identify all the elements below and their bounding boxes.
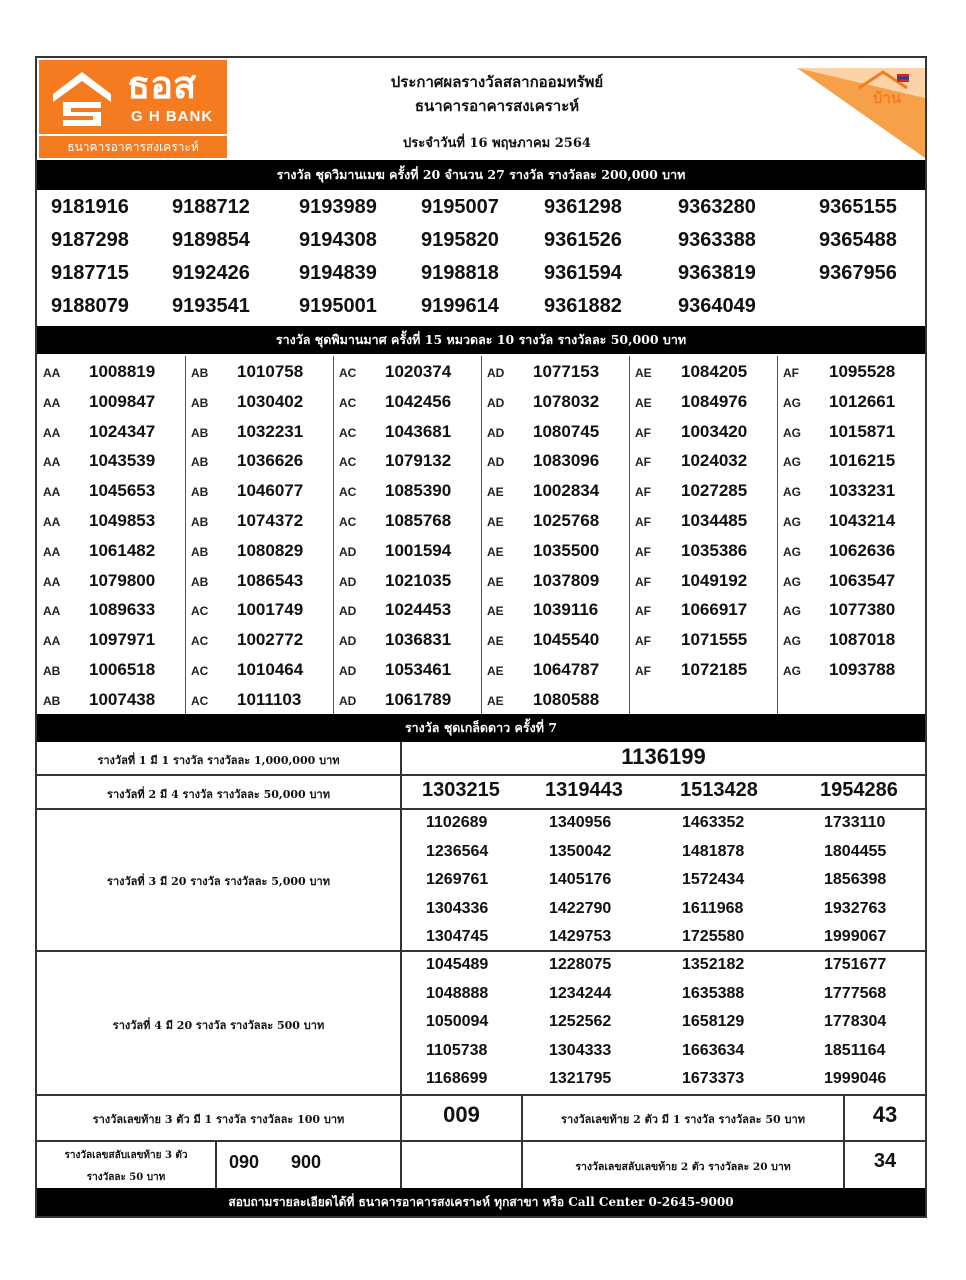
prize-number: 1010758	[237, 362, 304, 381]
prize-number: 1035500	[533, 541, 600, 560]
series-code: AA	[43, 396, 61, 410]
prize-number: 9187715	[51, 262, 129, 284]
prize4-number: 1168699	[426, 1070, 488, 1088]
prize3-number: 1463352	[682, 814, 745, 831]
prize-number: 1072185	[681, 660, 748, 679]
prize-number: 1095528	[829, 362, 896, 381]
prize-number: 1024453	[385, 600, 452, 619]
column-divider	[777, 356, 778, 714]
prize3-number: 1340956	[549, 814, 612, 831]
prize-number: 9365155	[819, 196, 897, 218]
prize-number: 1077153	[533, 362, 600, 381]
series-code: AG	[783, 485, 801, 499]
prize-number: 9364049	[678, 295, 756, 317]
prize-number: 1002834	[533, 481, 600, 500]
prize4-number: 1050094	[426, 1013, 489, 1031]
last3-label: รางวัลเลขท้าย 3 ตัว มี 1 รางวัล รางวัลละ 100 บาท	[92, 1113, 345, 1126]
series-code: AD	[339, 634, 357, 648]
series-code: AG	[783, 515, 801, 529]
column-divider	[333, 356, 334, 714]
prize-number: 1074372	[237, 511, 304, 530]
prize3-number: 1429753	[549, 928, 612, 946]
prize-number: 9363388	[678, 229, 756, 251]
prize-number: 1062636	[829, 541, 896, 560]
column-divider	[481, 356, 482, 714]
prize-number: 1066917	[681, 600, 748, 619]
prize-number: 9361298	[544, 196, 622, 218]
prize-number: 1083096	[533, 451, 600, 470]
prize-number: 9194308	[299, 229, 377, 251]
prize-number: 1045540	[533, 630, 600, 649]
prize-number: 1061789	[385, 690, 452, 709]
prize-number: 1087018	[829, 630, 896, 649]
prize-number: 9187298	[51, 229, 129, 251]
prize1-label: รางวัลที่ 1 มี 1 รางวัล รางวัลละ 1,000,000 บาท	[97, 754, 340, 767]
prize-number: 1027285	[681, 481, 748, 500]
prize-number: 1020374	[385, 362, 452, 381]
section2-title: รางวัล ชุดพิมานมาศ ครั้งที่ 15 หมวดละ 10 รางวัล รางวัลละ 50,000 บาท	[37, 326, 925, 354]
prize3-number: 1304336	[426, 899, 489, 917]
prize-number: 1077380	[829, 600, 896, 619]
series-code: AG	[783, 664, 801, 678]
series-code: AA	[43, 426, 61, 440]
prize-number: 1080745	[533, 422, 600, 441]
prize-number: 1046077	[237, 481, 304, 500]
series-code: AE	[487, 694, 504, 708]
prize2-label: รางวัลที่ 2 มี 4 รางวัล รางวัลละ 50,000 บาท	[107, 788, 330, 801]
column-divider	[629, 356, 630, 714]
prize-number: 1084205	[681, 362, 748, 381]
series-code: AD	[487, 396, 505, 410]
series-code: AE	[487, 485, 504, 499]
series-code: AF	[635, 545, 651, 559]
swap3-label-line1: รางวัลเลขสลับเลขท้าย 3 ตัว	[64, 1150, 188, 1161]
series-code: AG	[783, 575, 801, 589]
prize-number: 9195820	[421, 229, 499, 251]
section3-table	[37, 742, 925, 1188]
prize4-numbers	[402, 952, 925, 1094]
prize-number: 1009847	[89, 392, 156, 411]
prize3-number: 1269761	[426, 871, 489, 889]
prize-number: 9192426	[172, 262, 250, 284]
prize1-number: 1136199	[621, 744, 706, 769]
logo-text-thai: ธอส	[127, 63, 197, 107]
prize4-number: 1673373	[682, 1070, 745, 1088]
prize-number: 9361526	[544, 229, 622, 251]
series-code: AB	[43, 664, 61, 678]
prize4-number: 1048888	[426, 984, 489, 1002]
prize-number: 1085768	[385, 511, 452, 530]
corner-decoration	[797, 58, 925, 158]
prize-number: 9365488	[819, 229, 897, 251]
prize-number: 1043681	[385, 422, 452, 441]
prize-number: 1080588	[533, 690, 600, 709]
logo-subtitle: ธนาคารอาคารสงเคราะห์	[39, 134, 227, 158]
series-code: AE	[635, 366, 652, 380]
prize4-number: 1999046	[824, 1070, 887, 1088]
prize-number: 9188712	[172, 196, 250, 218]
section1-number-grid	[37, 192, 925, 324]
draw-date: ประจำวันที่ 16 พฤษภาคม 2564	[403, 136, 591, 151]
series-code: AD	[339, 694, 357, 708]
lottery-results-sheet	[35, 56, 927, 1218]
prize4-number: 1751677	[824, 956, 887, 973]
series-code: AE	[487, 634, 504, 648]
series-code: AA	[43, 366, 61, 380]
prize-number: 1030402	[237, 392, 304, 411]
series-code: AE	[487, 515, 504, 529]
prize-number: 1043539	[89, 451, 156, 470]
prize-number: 1016215	[829, 451, 896, 470]
prize3-number: 1804455	[824, 842, 887, 860]
series-code: AG	[783, 545, 801, 559]
prize4-number: 1635388	[682, 984, 745, 1002]
prize-number: 1079132	[385, 451, 452, 470]
prize-number: 1086543	[237, 571, 304, 590]
prize-number: 1053461	[385, 660, 452, 679]
series-code: AC	[339, 515, 357, 529]
logo-text-english: G H BANK	[131, 108, 214, 125]
prize-number: 1002772	[237, 630, 304, 649]
series-code: AF	[635, 575, 651, 589]
prize-number: 1049192	[681, 571, 748, 590]
series-code: AC	[191, 694, 209, 708]
prize-number: 1033231	[829, 481, 896, 500]
series-code: AA	[43, 485, 61, 499]
series-code: AB	[191, 575, 209, 589]
series-code: AD	[339, 664, 357, 678]
series-code: AB	[191, 545, 209, 559]
prize-number: 1085390	[385, 481, 452, 500]
prize4-number: 1658129	[682, 1013, 745, 1031]
series-code: AF	[635, 515, 651, 529]
prize4-number: 1777568	[824, 984, 887, 1002]
prize-number: 1045653	[89, 481, 156, 500]
prize-number: 9195001	[299, 295, 377, 317]
prize-number: 9363819	[678, 262, 756, 284]
house-roof-icon	[797, 58, 925, 158]
section1-title: รางวัล ชุดวิมานเมฆ ครั้งที่ 20 จำนวน 27 รางวัล รางวัลละ 200,000 บาท	[37, 160, 925, 190]
prize3-number: 1350042	[549, 842, 612, 860]
prize4-number: 1105738	[426, 1041, 488, 1059]
series-code: AD	[339, 575, 357, 589]
prize-number: 1012661	[829, 392, 896, 411]
prize4-number: 1321795	[549, 1070, 612, 1088]
prize4-number: 1352182	[682, 956, 745, 973]
corner-brand-text: บ้าน	[872, 89, 902, 107]
series-code: AG	[783, 634, 801, 648]
prize3-number: 1932763	[824, 899, 887, 917]
prize-number: 1008819	[89, 362, 156, 381]
series-code: AF	[635, 634, 651, 648]
prize-number: 1079800	[89, 571, 156, 590]
prize-number: 1061482	[89, 541, 156, 560]
swap2-number: 34	[873, 1150, 897, 1172]
series-code: AC	[339, 396, 357, 410]
prize-number: 9193989	[299, 196, 377, 218]
house-logo-icon	[49, 68, 115, 128]
prize-number: 1089633	[89, 600, 156, 619]
prize4-number: 1045489	[426, 956, 489, 973]
series-code: AC	[339, 485, 357, 499]
prize2-number: 1319443	[545, 779, 623, 801]
prize4-number: 1851164	[824, 1041, 886, 1059]
prize-number: 9199614	[421, 295, 499, 317]
prize-number: 1039116	[533, 600, 599, 619]
series-code: AC	[339, 455, 357, 469]
series-code: AF	[635, 664, 651, 678]
series-code: AC	[191, 634, 209, 648]
prize2-number: 1954286	[820, 779, 898, 801]
series-code: AE	[487, 545, 504, 559]
prize3-number: 1733110	[824, 814, 886, 831]
prize-number: 1036831	[385, 630, 452, 649]
prize-number: 9198818	[421, 262, 499, 284]
prize-number: 1024032	[681, 451, 748, 470]
series-code: AC	[191, 604, 209, 618]
series-code: AD	[487, 426, 505, 440]
series-code: AG	[783, 396, 801, 410]
ghbank-logo	[39, 60, 227, 158]
prize-number: 9188079	[51, 295, 129, 317]
series-code: AB	[191, 515, 209, 529]
prize3-numbers	[402, 810, 925, 950]
prize-number: 1078032	[533, 392, 600, 411]
prize-number: 1001594	[385, 541, 452, 560]
prize-number: 1084976	[681, 392, 748, 411]
series-code: AD	[487, 455, 505, 469]
prize-number: 1032231	[237, 422, 304, 441]
prize-number: 1011103	[237, 690, 302, 709]
prize-number: 1010464	[237, 660, 304, 679]
prize-number: 1042456	[385, 392, 452, 411]
prize3-number: 1422790	[549, 899, 612, 917]
series-code: AA	[43, 634, 61, 648]
series-code: AG	[783, 604, 801, 618]
prize-number: 1024347	[89, 422, 156, 441]
prize2-number: 1303215	[422, 779, 500, 801]
series-code: AA	[43, 575, 61, 589]
prize2-number: 1513428	[680, 779, 758, 801]
prize-number: 9361882	[544, 295, 622, 317]
prize4-number: 1234244	[549, 984, 612, 1002]
prize4-number: 1663634	[682, 1041, 745, 1059]
series-code: AC	[191, 664, 209, 678]
prize-number: 1025768	[533, 511, 600, 530]
series-code: AB	[191, 426, 209, 440]
series-code: AB	[191, 396, 209, 410]
prize-number: 1097971	[89, 630, 156, 649]
last3-number: 009	[443, 1102, 480, 1127]
section2-number-grid	[37, 356, 925, 714]
section3-title: รางวัล ชุดเกล็ดดาว ครั้งที่ 7	[37, 714, 925, 742]
prize-number: 1001749	[237, 600, 304, 619]
prize3-number: 1725580	[682, 928, 745, 946]
series-code: AA	[43, 515, 61, 529]
series-code: AF	[783, 366, 799, 380]
prize-number: 9189854	[172, 229, 250, 251]
prize4-number: 1228075	[549, 956, 612, 973]
series-code: AB	[191, 485, 209, 499]
prize3-label: รางวัลที่ 3 มี 20 รางวัล รางวัลละ 5,000 บาท	[107, 875, 330, 888]
swap3-number: 900	[291, 1152, 322, 1172]
prize3-number: 1102689	[426, 814, 488, 831]
series-code: AE	[487, 604, 504, 618]
prize3-number: 1611968	[682, 899, 744, 917]
prize-number: 1043214	[829, 511, 896, 530]
prize-number: 1049853	[89, 511, 156, 530]
series-code: AE	[487, 664, 504, 678]
prize-number: 1080829	[237, 541, 304, 560]
series-code: AB	[43, 694, 61, 708]
last2-number: 43	[872, 1102, 898, 1127]
prize-number: 1064787	[533, 660, 600, 679]
last2-label: รางวัลเลขท้าย 2 ตัว มี 1 รางวัล รางวัลละ 50 บาท	[561, 1113, 805, 1126]
series-code: AF	[635, 455, 651, 469]
bank-name: ธนาคารอาคารสงเคราะห์	[414, 97, 580, 115]
page-title: ประกาศผลรางวัลสลากออมทรัพย์	[390, 73, 604, 91]
prize-number: 9181916	[51, 196, 129, 218]
prize-number: 1015871	[829, 422, 896, 441]
series-code: AF	[635, 485, 651, 499]
series-code: AA	[43, 545, 61, 559]
prize3-number: 1481878	[682, 842, 745, 860]
prize-number: 1036626	[237, 451, 304, 470]
series-code: AD	[487, 366, 505, 380]
series-code: AG	[783, 455, 801, 469]
prize-number: 1006518	[89, 660, 156, 679]
prize-number: 9363280	[678, 196, 756, 218]
swap3-label-line2: รางวัลละ 50 บาท	[86, 1172, 166, 1183]
prize-number: 9361594	[544, 262, 622, 284]
prize4-label: รางวัลที่ 4 มี 20 รางวัล รางวัลละ 500 บาท	[112, 1019, 325, 1032]
prize-number: 9194839	[299, 262, 377, 284]
prize3-number: 1999067	[824, 928, 887, 946]
prize-number: 9367956	[819, 262, 897, 284]
series-code: AG	[783, 426, 801, 440]
prize-number: 1007438	[89, 690, 156, 709]
prize-number: 1071555	[681, 630, 748, 649]
series-code: AB	[191, 455, 209, 469]
swap3-number: 090	[229, 1152, 260, 1172]
prize3-number: 1405176	[549, 871, 612, 889]
series-code: AF	[635, 604, 651, 618]
series-code: AD	[339, 604, 357, 618]
series-code: AC	[339, 366, 357, 380]
series-code: AD	[339, 545, 357, 559]
prize3-number: 1856398	[824, 871, 887, 889]
prize3-number: 1572434	[682, 871, 745, 889]
prize4-number: 1252562	[549, 1013, 612, 1031]
series-code: AF	[635, 426, 651, 440]
series-code: AE	[487, 575, 504, 589]
prize-number: 1034485	[681, 511, 748, 530]
swap2-label: รางวัลเลขสลับเลขท้าย 2 ตัว รางวัลละ 20 บาท	[575, 1161, 791, 1173]
series-code: AA	[43, 455, 61, 469]
prize3-number: 1236564	[426, 842, 489, 860]
prize-number: 1003420	[681, 422, 748, 441]
prize-number: 1093788	[829, 660, 896, 679]
prize-number: 1035386	[681, 541, 748, 560]
prize-number: 1037809	[533, 571, 600, 590]
series-code: AE	[635, 396, 652, 410]
series-code: AA	[43, 604, 61, 618]
series-code: AB	[191, 366, 209, 380]
prize-number: 1021035	[385, 571, 452, 590]
prize4-number: 1304333	[549, 1041, 612, 1059]
prize-number: 1063547	[829, 571, 896, 590]
series-code: AC	[339, 426, 357, 440]
prize2-numbers	[402, 776, 925, 808]
column-divider	[185, 356, 186, 714]
footer-contact: สอบถามรายละเอียดได้ที่ ธนาคารอาคารสงเคราะห์ ทุกสาขา หรือ Call Center 0-2645-9000	[37, 1188, 925, 1216]
prize4-number: 1778304	[824, 1013, 887, 1031]
prize-number: 9195007	[421, 196, 499, 218]
prize-number: 9193541	[172, 295, 250, 317]
prize3-number: 1304745	[426, 928, 489, 946]
